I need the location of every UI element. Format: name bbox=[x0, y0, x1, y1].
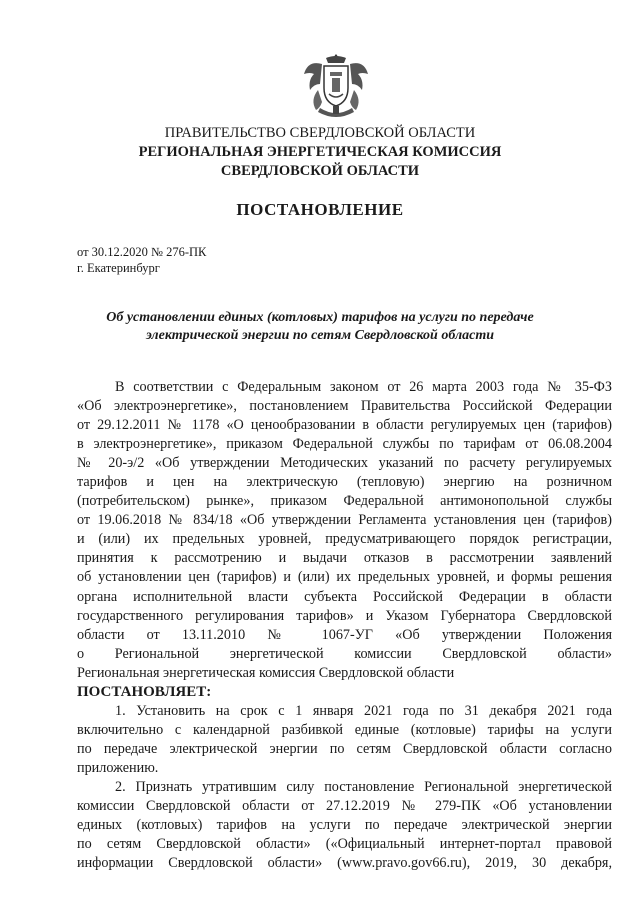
item2-line: комиссии Свердловской области от 27.12.2019 № 279-ПК «Об установлении bbox=[77, 798, 612, 815]
item1-line: приложению. bbox=[77, 759, 159, 776]
preamble-line: о Региональной энергетической комиссии Свердловской области» bbox=[77, 645, 612, 662]
preamble-line: Региональная энергетическая комиссия Свердловской области bbox=[77, 664, 455, 681]
document-city: г. Екатеринбург bbox=[77, 261, 160, 275]
document-subject-line: Об установлении единых (котловых) тарифов на услуги по передаче bbox=[106, 310, 534, 325]
preamble-line: «Об электроэнергетике», постановлением Правительства Российской Федерации bbox=[77, 398, 612, 415]
item1-line: 1. Установить на срок с 1 января 2021 года по 31 декабря 2021 года bbox=[115, 702, 612, 719]
preamble-line: принятия к рассмотрению и выдачи отказов в рассмотрении заявлений bbox=[77, 550, 612, 567]
document-date-number: от 30.12.2020 № 276-ПК bbox=[77, 245, 207, 259]
item1-line: по передаче электрической энергии по сетям Свердловской области согласно bbox=[77, 740, 612, 757]
preamble-line: тарифов и цен на электрическую (тепловую) энергию на розничном bbox=[77, 474, 612, 491]
preamble-line: об установлении цен (тарифов) и (или) их предельных уровней, и формы решения bbox=[77, 569, 612, 586]
preamble-line: государственного регулирования тарифов» и Указом Губернатора Свердловской bbox=[77, 607, 612, 624]
preamble-line: и (или) их предельных уровней, предусматривающего порядок регистрации, bbox=[77, 531, 612, 548]
item2-line: информации Свердловской области» (www.pravo.gov66.ru), 2019, 30 декабря, bbox=[77, 855, 612, 872]
document-type-title: ПОСТАНОВЛЕНИЕ bbox=[236, 200, 404, 219]
decree-word: ПОСТАНОВЛЯЕТ: bbox=[77, 683, 212, 700]
government-name: ПРАВИТЕЛЬСТВО СВЕРДЛОВСКОЙ ОБЛАСТИ bbox=[164, 125, 476, 141]
item2-line: единых (котловых) тарифов на услуги по передаче электрической энергии bbox=[77, 817, 612, 834]
commission-region: СВЕРДЛОВСКОЙ ОБЛАСТИ bbox=[220, 163, 420, 179]
commission-name: РЕГИОНАЛЬНАЯ ЭНЕРГЕТИЧЕСКАЯ КОМИССИЯ bbox=[138, 144, 502, 160]
preamble-line: В соответствии с Федеральным законом от 26 марта 2003 года № 35-ФЗ bbox=[115, 379, 612, 395]
item2-line: 2. Признать утратившим силу постановление Региональной энергетической bbox=[115, 778, 612, 795]
preamble-line: органа исполнительной власти субъекта Российской Федерации в области bbox=[77, 588, 612, 605]
preamble-line: № 20-э/2 «Об утверждении Методических указаний по расчету регулируемых bbox=[77, 455, 612, 472]
item1-line: включительно с календарной разбивкой единые (котловые) тарифы на услуги bbox=[77, 721, 612, 738]
coat-of-arms-icon bbox=[300, 50, 372, 118]
item2-line: по сетям Свердловской области» («Официальный интернет-портал правовой bbox=[77, 836, 612, 853]
preamble-line: области от 13.11.2010 № 1067-УГ «Об утверждении Положения bbox=[77, 626, 612, 643]
document-body bbox=[77, 378, 612, 873]
preamble-line: от 29.12.2011 № 1178 «О ценообразовании в области регулируемых цен (тарифов) bbox=[77, 417, 612, 434]
preamble-line: (потребительском) рынке», приказом Федеральной антимонопольной службы bbox=[77, 493, 612, 510]
document-subject-line: электрической энергии по сетям Свердловской области bbox=[145, 328, 495, 343]
preamble-line: от 19.06.2018 № 834/18 «Об утверждении Регламента установления цен (тарифов) bbox=[77, 512, 612, 529]
preamble-line: в электроэнергетике», приказом Федеральной службы по тарифам от 06.08.2004 bbox=[77, 436, 612, 453]
